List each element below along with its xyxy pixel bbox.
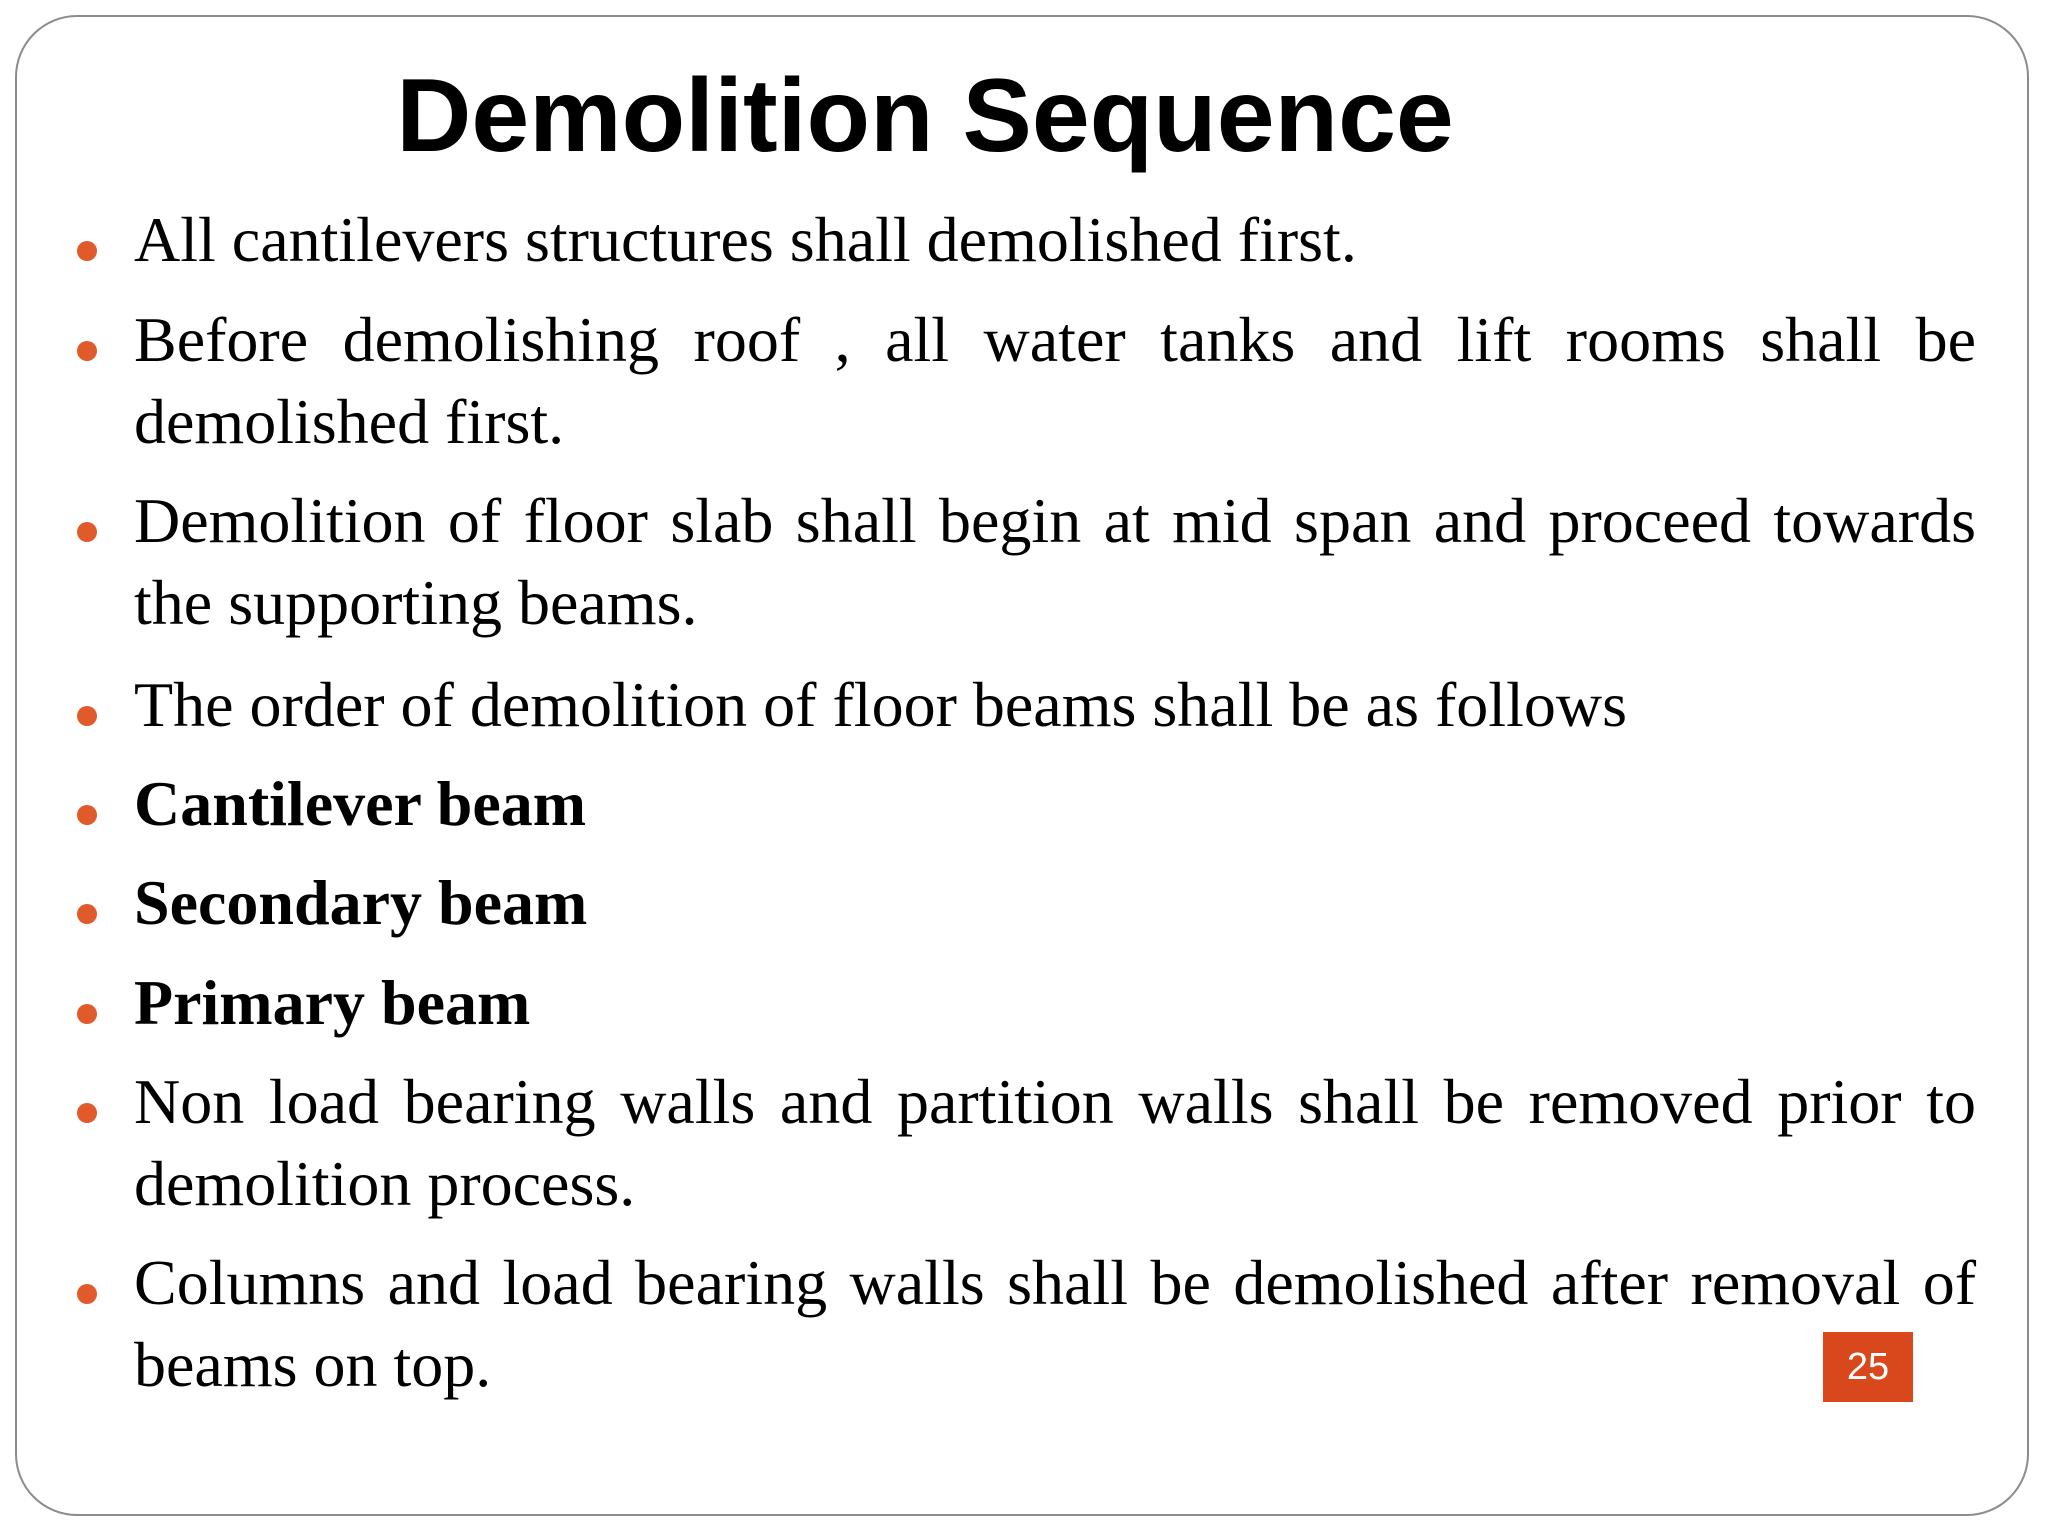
bullet-dot-icon bbox=[77, 805, 97, 825]
bullet-text: Cantilever beam bbox=[134, 768, 587, 839]
bullet-text: Non load bearing walls and partition walls shall be removed prior to demolition process. bbox=[134, 1066, 1976, 1219]
bullet-dot-icon bbox=[77, 341, 97, 361]
bullet-dot-icon bbox=[77, 241, 97, 261]
bullet-text: All cantilevers structures shall demolished first. bbox=[134, 204, 1357, 275]
bullet-text: The order of demolition of floor beams shall be as follows bbox=[134, 669, 1627, 740]
bullet-dot-icon bbox=[77, 904, 97, 924]
bullet-dot-icon bbox=[77, 1004, 97, 1024]
bullet-dot-icon bbox=[77, 706, 97, 726]
bullet-text: Columns and load bearing walls shall be demolished after removal of beams on top. bbox=[134, 1247, 1976, 1400]
bullet-text: Secondary beam bbox=[134, 867, 588, 938]
bullet-dot-icon bbox=[77, 1103, 97, 1123]
bullet-text: Before demolishing roof , all water tanks and lift rooms shall be demolished first. bbox=[134, 304, 1976, 457]
bullet-dot-icon bbox=[77, 1284, 97, 1304]
bullet-dot-icon bbox=[77, 522, 97, 542]
page-number-badge: 25 bbox=[1823, 1332, 1913, 1402]
bullet-text: Primary beam bbox=[134, 967, 531, 1038]
bullet-text: Demolition of floor slab shall begin at mid span and proceed towards the supporting beams. bbox=[134, 485, 1976, 638]
slide-title: Demolition Sequence bbox=[396, 58, 1454, 174]
